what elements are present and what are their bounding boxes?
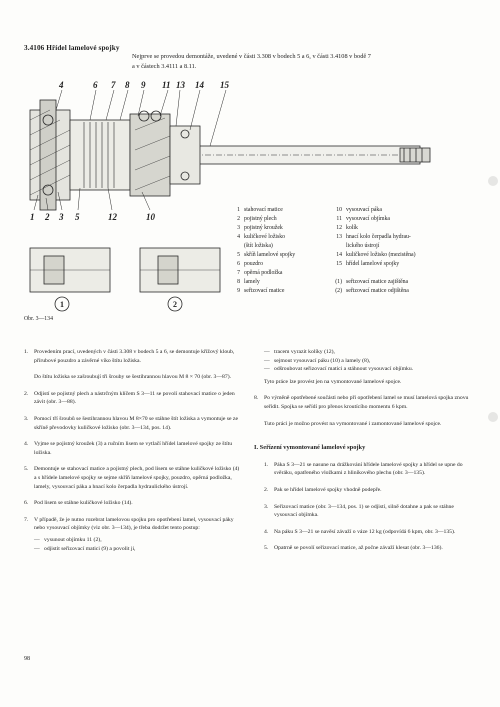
legend-item: 1 stahovací matice	[237, 207, 283, 213]
dash-item: — tracem vyrazit kolíky (12),	[264, 349, 335, 355]
punch-hole-icon	[488, 412, 498, 422]
callout-12: 12	[108, 212, 117, 222]
step-paragraph: 1. Provedením prací, uvedených v části 3.308 v bodech 5 a 6, se demontuje křížový kloub, přírubové pouzdro a závěrné víko štítu ložiska.	[24, 349, 235, 364]
step-paragraph: Tuto práci je možno provést na vymontované i zamontované lamelové spojce.	[264, 420, 442, 427]
legend-item: 4 kuličkové ložisko	[237, 234, 286, 240]
legend-item: 2 pojistný plech	[237, 216, 277, 222]
subsection-heading: I. Seřízení vymontované lamelové spojky	[254, 444, 366, 452]
legend-item	[330, 269, 416, 278]
step-paragraph: 4. Vyjme se pojistný kroužek (3) a ručním lisem se vytlačí hřídel lamelové spojky ze štítu ložiska.	[24, 441, 233, 456]
step-paragraph: 1. Páka S 3—21 se nasune na drážkování hřídele lamelové spojky a hřídel se upne do svěráku, opatřeného vložkami z hliníkového plechu (obr. 3—135).	[264, 461, 463, 477]
left-column	[24, 348, 242, 553]
callout-5: 5	[75, 212, 80, 222]
step-paragraph: 5. Demontuje se stahovací matice a pojistný plech, pod lisem se stáhne kuličkové ložisko (4) a s hřídele lamelové spojky se sejme skříň lamelové spojky, pouzdro, opěrná podložka, lamely, vysouvací páka a hnací kolo čerpadla hydraulického ústrojí.	[24, 466, 240, 490]
step-paragraph: 4. Na páku S 3—21 se navěsí závaží o váze 12 kg (odpovídá 6 kpm, obr. 3—135).	[264, 528, 456, 535]
step-paragraph: Tyto práce lze provést jen na vymontované lamelové spojce.	[264, 378, 402, 385]
intro-paragraph: Nejprve se provedou demontáže, uvedené v části 3.308 v bodech 5 a 6, v části 3.4108 v bodě 7 a v částech 3.4111 a 8.11.	[132, 53, 371, 70]
legend-item: 3 pojistný kroužek	[237, 225, 283, 231]
step-paragraph: 2. Odjistí se pojistný plech a nástrčným klíčem S 3—11 se povolí stahovací matice o jeden závit (obr. 3—88).	[24, 390, 235, 406]
step-paragraph: 5. Opatrně se povolí seřizovací matice, až počne závaží klesat (obr. 3—136).	[264, 545, 443, 552]
callout-9: 9	[141, 80, 146, 90]
legend-item: 6 pouzdro	[237, 261, 263, 267]
callout-10: 10	[146, 212, 155, 222]
legend-item: 8 lamely	[237, 279, 260, 285]
figure-caption: Obr. 3—134	[24, 316, 53, 322]
step-paragraph: 7. V případě, že je nutno rozebrat lamelovou spojku pro opotřebení lamel, vysouvací páky nebo vysouvací objímky (viz obr. 3—134), je třeba dodržet tento postup:	[24, 516, 234, 532]
right-column	[254, 348, 476, 561]
legend-item: 14 kuličkové ložisko (mezistěna)	[336, 252, 416, 258]
legend-item: 9 seřizovací matice	[237, 288, 285, 294]
legend-item: (štít ložiska)	[244, 243, 273, 249]
dash-item: — odšroubovat seřizovací matici a stáhnout vysouvací objímku.	[264, 366, 414, 373]
step-paragraph: 3. Pomocí tří šroubů se šestihrannou hlavou M 8×70 se stáhne štít ložiska a vymontuje se ze skříně převodovky kuličkové ložisko (obr. 3—134, pos. 14).	[24, 415, 238, 431]
callout-1: 1	[30, 212, 35, 222]
step-paragraph: 3. Seřizovací matice (obr. 3—134, pos. 1) se odjistí, silně dotahne a pak se stáhne vysouvací objímka.	[264, 503, 454, 519]
callout-3: 3	[59, 212, 64, 222]
callout-15: 15	[220, 80, 229, 90]
step-paragraph: 6. Pod lisem se stáhne kuličkové ložisko (14).	[24, 500, 133, 507]
legend-item: (2) seřizovací matice odjištěna	[335, 288, 409, 294]
step-paragraph: 8. Po výměně opotřebené součásti nebo při opotřebení lamel se musí lamelová spojka znovu seřídit. Spojka se seřídí pro přenos kroutícího momentu 6 kpm.	[254, 395, 469, 410]
legend-item: 11 vysouvací objímka	[336, 216, 390, 222]
legend-item: 15 hřídel lamelové spojky	[336, 261, 400, 267]
legend-item: 13 hnací kolo čerpadla hydrau-	[336, 234, 411, 240]
legend-item: 10 vysouvací páka	[336, 207, 382, 213]
legend-item: 12 kolík	[336, 225, 358, 231]
legend-item: lického ústrojí	[346, 243, 380, 249]
legend-left	[228, 206, 295, 296]
dash-item: — sejmout vysouvací páku (10) a lamely (8),	[264, 357, 371, 364]
legend-item: (1) seřizovací matice zajištěna	[335, 279, 409, 285]
detail-1-label: 1	[60, 300, 64, 309]
section-heading: 3.4106 Hřídel lamelové spojky	[24, 44, 120, 52]
dash-item: — vysunout objímku 11 (2),	[34, 536, 102, 543]
step-paragraph: Do štítu ložiska se zašroubují tři šrouby se šestihrannou hlavou M 8 × 70 (obr. 3—87).	[34, 374, 232, 381]
callout-14: 14	[195, 80, 204, 90]
callout-7: 7	[111, 80, 116, 90]
page-number: 98	[24, 656, 30, 662]
callout-6: 6	[93, 80, 98, 90]
callout-2: 2	[45, 212, 50, 222]
callout-8: 8	[125, 80, 130, 90]
step-paragraph: 2. Pak se hřídel lamelové spojky vhodně podepře.	[264, 486, 382, 493]
callout-13: 13	[176, 80, 185, 90]
legend-right	[330, 206, 416, 296]
legend-item: 5 skříň lamelové spojky	[237, 252, 296, 258]
dash-item: — odjistit seřizovací matici (9) a povolit ji,	[34, 545, 136, 552]
punch-hole-icon	[488, 176, 498, 186]
legend-item: 7 opěrná podložka	[237, 270, 283, 276]
detail-2-label: 2	[173, 300, 177, 309]
callout-4: 4	[59, 80, 64, 90]
callout-11: 11	[162, 80, 171, 90]
